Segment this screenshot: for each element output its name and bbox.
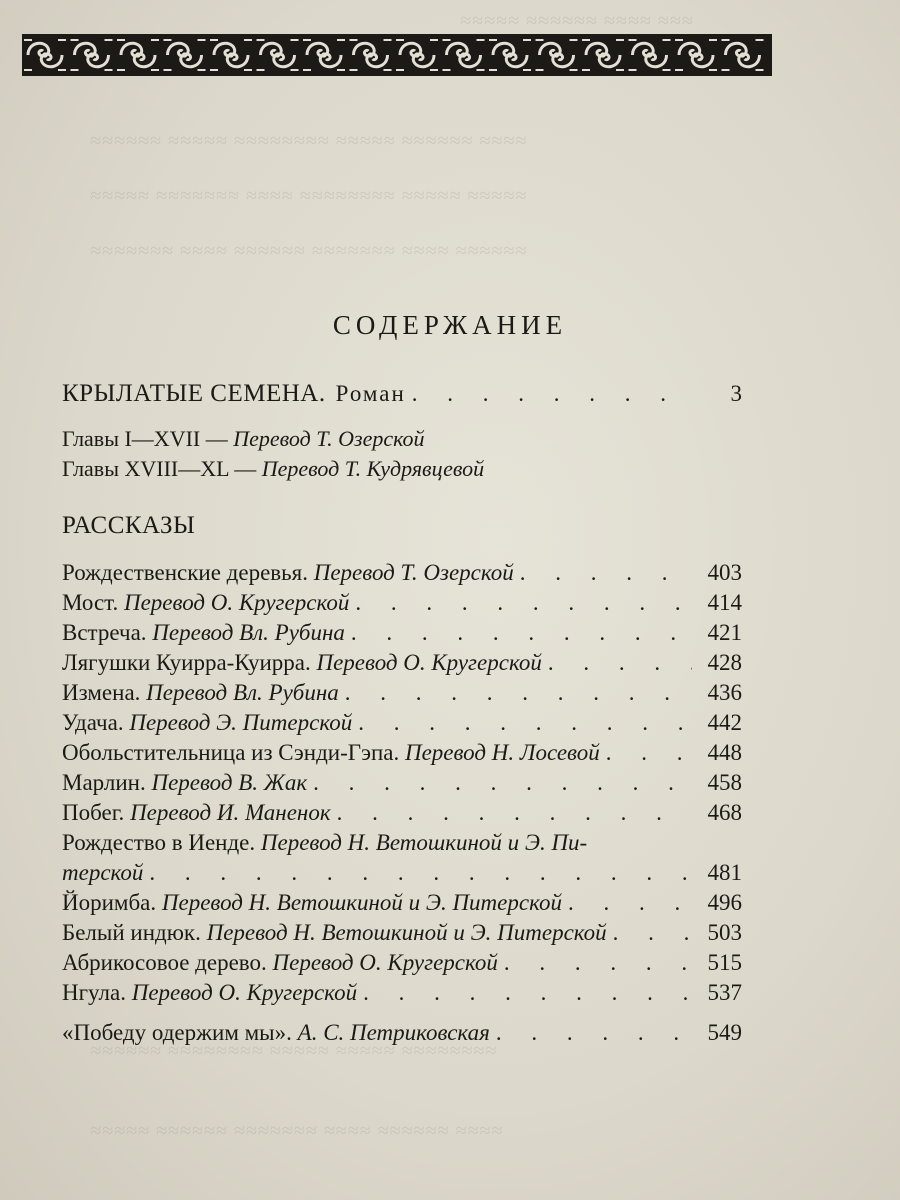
translator-credit: Перевод В. Жак — [151, 770, 308, 795]
translator-credit: Перевод Вл. Рубина — [146, 680, 339, 705]
story-title: Абрикосовое дерево. — [62, 950, 267, 975]
afterword-author: А. С. Петриковская — [297, 1020, 490, 1045]
page-number: 468 — [707, 800, 742, 825]
toc-entry — [62, 560, 742, 590]
dot-leader — [351, 620, 692, 646]
dot-leader — [412, 381, 692, 407]
page-number: 428 — [707, 650, 742, 675]
translator-credit: Перевод Н. Ветошкиной и Э. Пи- — [260, 830, 588, 855]
toc-entry-novel — [62, 380, 742, 410]
page-number: 515 — [707, 950, 742, 975]
page-title: СОДЕРЖАНИЕ — [332, 310, 568, 341]
dot-leader — [355, 590, 692, 616]
show-through-text: ≈≈≈≈≈≈ ≈≈≈≈≈ ≈≈≈≈≈≈≈≈ ≈≈≈≈≈ ≈≈≈≈≈≈ ≈≈≈≈ — [90, 130, 528, 152]
dot-leader — [606, 740, 692, 766]
section-heading: РАССКАЗЫ — [62, 512, 196, 539]
toc-entry — [62, 890, 742, 920]
page-number: 414 — [707, 590, 742, 615]
show-through-text: ≈≈≈≈≈≈ ≈≈≈≈≈≈≈≈ ≈≈≈≈≈ ≈≈≈≈≈ ≈≈≈≈≈≈≈≈ — [90, 1040, 498, 1062]
page-number: 448 — [707, 740, 742, 765]
toc-entry — [62, 620, 742, 650]
show-through-text: ≈≈≈≈≈ ≈≈≈≈≈≈≈ ≈≈≈≈ ≈≈≈≈≈≈≈≈ ≈≈≈≈≈ ≈≈≈≈≈ — [90, 185, 528, 207]
dot-leader — [313, 770, 692, 796]
dot-leader — [358, 710, 692, 736]
dot-leader — [548, 650, 692, 676]
dot-leader — [337, 800, 692, 826]
story-title: Встреча. — [62, 620, 147, 645]
translator-credit: Перевод Н. Ветошкиной и Э. Питерской — [206, 920, 607, 945]
dot-leader — [496, 1020, 692, 1046]
novel-title: КРЫЛАТЫЕ СЕМЕНА. — [62, 380, 326, 407]
story-title: Нгула. — [62, 980, 126, 1005]
translator-credit: Перевод Э. Питерской — [129, 710, 353, 735]
toc-entry — [62, 590, 742, 620]
translator-credit: Перевод Т. Кудрявцевой — [261, 456, 485, 481]
translator-credit: Перевод Н. Ветошкиной и Э. Питерской — [161, 890, 562, 915]
toc-entry — [62, 800, 742, 830]
show-through-text: ≈≈≈≈≈ ≈≈≈≈≈≈ ≈≈≈≈ ≈≈≈ — [460, 10, 694, 32]
toc-entry — [62, 770, 742, 800]
story-title: Мост. — [62, 590, 119, 615]
dot-leader — [613, 920, 692, 946]
translator-credit: Перевод Т. Озерской — [313, 560, 514, 585]
afterword-title: «Победу одержим мы». — [62, 1020, 292, 1045]
toc-entry — [62, 650, 742, 680]
story-title: Йоримба. — [62, 890, 157, 915]
toc-entry — [62, 680, 742, 710]
story-title: Марлин. — [62, 770, 146, 795]
translator-credit-continued: терской — [62, 860, 144, 885]
page-number: 436 — [707, 680, 742, 705]
story-title: Лягушки Куирра-Куирра. — [62, 650, 311, 675]
translator-credit: Перевод Н. Лосевой — [404, 740, 600, 765]
toc-entry — [62, 740, 742, 770]
story-title: Обольстительница из Сэнди-Гэпа. — [62, 740, 400, 765]
page-number: 442 — [707, 710, 742, 735]
show-through-text: ≈≈≈≈≈≈≈ ≈≈≈≈ ≈≈≈≈≈≈ ≈≈≈≈≈≈≈ ≈≈≈≈ ≈≈≈≈≈≈ — [90, 240, 528, 262]
dot-leader — [568, 890, 692, 916]
toc-entry — [62, 920, 742, 950]
translator-line — [62, 456, 484, 482]
page-number: 549 — [707, 1020, 742, 1045]
show-through-text: ≈≈≈≈≈ ≈≈≈≈≈≈ ≈≈≈≈≈≈≈ ≈≈≈≈ ≈≈≈≈≈≈ ≈≈≈≈ — [90, 1120, 504, 1142]
page-number: 3 — [730, 381, 742, 406]
story-title: Измена. — [62, 680, 141, 705]
ornament-band — [22, 30, 772, 80]
page-number: 537 — [707, 980, 742, 1005]
toc-entry — [62, 830, 742, 860]
story-title: Рождество в Иенде. — [62, 830, 256, 855]
page-number: 458 — [707, 770, 742, 795]
page-number: 403 — [707, 560, 742, 585]
toc-entry — [62, 710, 742, 740]
dot-leader — [504, 950, 692, 976]
translator-credit: Перевод О. Кругерской — [131, 980, 358, 1005]
dot-leader — [363, 980, 692, 1006]
story-title: Белый индюк. — [62, 920, 201, 945]
translator-line — [62, 426, 425, 452]
toc-entry-afterword — [62, 1020, 742, 1050]
dot-leader — [149, 860, 692, 886]
translator-credit: Перевод О. Кругерской — [123, 590, 350, 615]
story-title: Побег. — [62, 800, 125, 825]
translator-credit: Перевод Т. Озерской — [233, 426, 425, 451]
chapters-range: Главы I—XVII — — [62, 426, 228, 451]
page-number: 503 — [707, 920, 742, 945]
toc-entry — [62, 980, 742, 1010]
dot-leader — [520, 560, 692, 586]
toc-entry — [62, 950, 742, 980]
translator-credit: Перевод О. Кругерской — [272, 950, 498, 975]
page-number: 481 — [707, 860, 742, 885]
page-number: 496 — [707, 890, 742, 915]
translator-credit: Перевод Вл. Рубина — [152, 620, 345, 645]
story-title: Рождественские деревья. — [62, 560, 308, 585]
novel-genre: Роман — [335, 381, 406, 406]
translator-credit: Перевод О. Кругерской — [316, 650, 542, 675]
story-title: Удача. — [62, 710, 124, 735]
dot-leader — [345, 680, 692, 706]
chapters-range: Главы XVIII—XL — — [62, 456, 257, 481]
toc-entry-continued — [62, 860, 742, 890]
translator-credit: Перевод И. Маненок — [130, 800, 331, 825]
page-number: 421 — [707, 620, 742, 645]
